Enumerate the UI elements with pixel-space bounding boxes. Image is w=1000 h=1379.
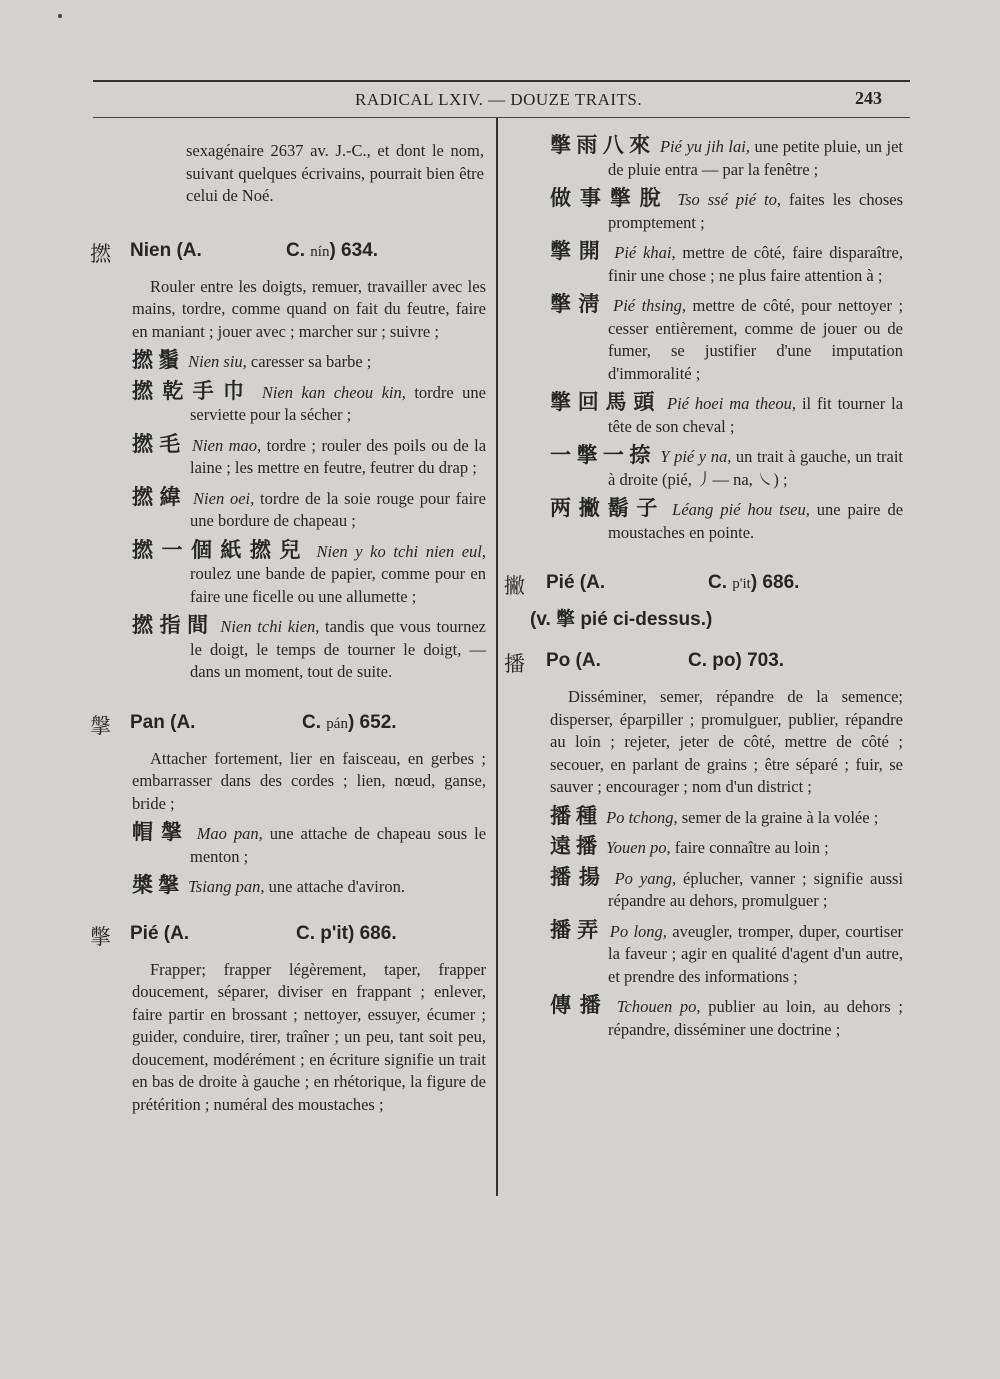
example-item <box>550 444 903 491</box>
example-translation: il fit tourner la tête de son cheval ; <box>608 394 904 436</box>
entry-code: C. pán) 652. <box>302 711 397 733</box>
entry-character: 撚 <box>90 241 111 266</box>
example-characters: 撆雨八來 <box>550 133 656 157</box>
example-item <box>550 919 903 989</box>
entry-code: C. p'it) 686. <box>296 922 397 944</box>
example-item <box>550 391 903 438</box>
entry-character: 播 <box>504 652 525 676</box>
example-translation: un trait à gauche, un trait à droite (pié, 丿— na, ㇏) ; <box>608 447 904 489</box>
entry-head-po <box>504 648 905 676</box>
entry-word: Po (A. <box>546 650 601 671</box>
example-romanization: Tso ssé pié to, <box>677 190 781 209</box>
example-romanization: Nien y ko tchi nien eul, <box>316 541 486 561</box>
example-list-nien <box>96 349 488 684</box>
example-romanization: Léang pié hou tseu, <box>672 500 810 519</box>
example-characters: 撚鬚 <box>132 348 184 372</box>
example-item <box>132 874 486 899</box>
example-romanization: Nien mao, <box>192 435 262 455</box>
example-romanization: Mao pan, <box>196 824 263 843</box>
example-item <box>132 433 486 480</box>
example-item <box>132 539 486 609</box>
continuation-text: sexagénaire 2637 av. J.-C., et dont le nom, suivant quelques écrivains, pourrait bien être celui de Noé. <box>186 141 484 205</box>
see-also <box>510 602 905 630</box>
example-item <box>550 835 903 860</box>
example-item <box>132 380 486 427</box>
example-translation: une petite pluie, un jet de pluie entra — par la fenêtre ; <box>608 137 904 179</box>
running-title: RADICAL LXIV. — DOUZE TRAITS. <box>355 90 643 109</box>
example-romanization: Pié thsing, <box>613 296 687 315</box>
example-item <box>550 866 903 913</box>
example-item <box>550 187 903 234</box>
example-item <box>550 240 903 287</box>
page-speck <box>58 14 62 18</box>
example-translation: caresser sa barbe ; <box>246 352 372 371</box>
example-characters: 傳播 <box>550 993 610 1017</box>
example-item <box>132 614 486 684</box>
example-characters: 撚毛 <box>132 431 187 456</box>
example-characters: 撚一個紙撚兒 <box>132 537 309 562</box>
example-characters: 播弄 <box>550 917 605 942</box>
example-translation: mettre de côté, faire disparaître, finir une chose ; ne plus faire attention à ; <box>608 243 903 285</box>
example-list-pan <box>96 821 488 899</box>
example-romanization: Po tchong, <box>606 807 678 827</box>
entry-code: C. p'it) 686. <box>708 572 800 593</box>
example-item <box>132 349 486 374</box>
entry-code: C. nín) 634. <box>286 239 379 261</box>
entry-character: 撇 <box>504 574 525 598</box>
example-romanization: Po yang, <box>614 868 677 888</box>
example-translation: faites les choses promptement ; <box>608 190 903 232</box>
example-characters: 撆開 <box>550 239 608 263</box>
example-characters: 撚指間 <box>132 613 215 637</box>
example-translation: tordre une serviette pour la sécher ; <box>190 382 486 424</box>
entry-character: 搫 <box>90 713 111 738</box>
example-translation: une paire de moustaches en pointe. <box>608 500 904 542</box>
example-characters: 撆回馬頭 <box>550 390 662 414</box>
example-romanization: Po long, <box>609 921 667 941</box>
example-translation: aveugler, tromper, duper, courtiser la faveur ; agir en qualité d'agent d'un autre, et prendre des informations ; <box>608 921 904 986</box>
example-item <box>550 134 903 181</box>
example-romanization: Nien oei, <box>193 488 255 508</box>
example-translation: tandis que vous tournez le doigt, le temps de tourner le doigt, — dans un moment, tout de suite. <box>190 617 486 681</box>
top-rule <box>93 80 910 82</box>
entry-definition: Frapper; frapper légèrement, taper, frapper doucement, séparer, diviser en frappant ; enlever, faire partir en brossant ; nettoyer, essuyer, écumer ; guider, conduire, tirer, traîner ; un peu, tant soit peu, doucement, modérément ; en écriture signifie un trait en bas de droite à gauche ; en rhétorique, la figure de prétérition ; numéral des moustaches ; <box>132 959 486 1114</box>
example-romanization: Tsiang pan, <box>188 877 265 896</box>
example-translation: roulez une bande de papier, comme pour en faire une ficelle ou une allumette ; <box>190 564 486 606</box>
example-romanization: Nien tchi kien, <box>220 617 320 636</box>
entry-head-pan <box>90 710 488 738</box>
example-characters: 帽搫 <box>132 820 190 844</box>
example-translation: mettre de côté, pour nettoyer ; cesser entièrement, comme de jouer ou de fumer, se justifier d'une imputation d'immoralité ; <box>608 296 904 383</box>
example-list-pie <box>510 134 905 544</box>
example-romanization: Youen po, <box>606 838 671 857</box>
example-translation: tordre ; rouler des poils ou de la laine ; les mettre en feutre, feutrer du drap ; <box>190 435 487 477</box>
entry-head-pie <box>90 921 488 949</box>
example-romanization: Nien siu, <box>188 352 247 371</box>
entry-word: Pié (A. <box>546 572 606 593</box>
entry-character: 撆 <box>90 924 111 949</box>
example-romanization: Pié yu jih lai, <box>659 137 750 156</box>
entry-code: C. po) 703. <box>688 650 785 671</box>
example-romanization: Nien kan cheou kin, <box>261 382 406 402</box>
entry-head-pie-2 <box>504 570 905 598</box>
example-characters: 播揚 <box>550 864 608 889</box>
example-romanization: Pié khai, <box>614 243 676 262</box>
example-characters: 撚乾手巾 <box>132 378 254 403</box>
entry-definition: Disséminer, semer, répandre de la semence; disperser, éparpiller ; promulguer, publier, répandre au loin ; rejeter, jeter de côté, mettre de côté ; secouer, en parlant de grains ; être séparé ; fuir, se sauver ; encourager ; nom d'un district ; <box>550 687 903 796</box>
entry-definition: Attacher fortement, lier en faisceau, en gerbes ; embarrasser dans des cordes ; lien, nœud, ganse, bride ; <box>132 748 486 813</box>
entry-word: Nien (A. <box>130 239 202 261</box>
page-number: 243 <box>855 88 882 108</box>
example-translation: tordre de la soie rouge pour faire une bordure de chapeau ; <box>190 488 487 530</box>
example-romanization: Y pié y na, <box>660 447 732 466</box>
header-rule <box>93 117 910 118</box>
example-translation: faire connaître au loin ; <box>670 838 829 857</box>
example-characters: 两撇鬍子 <box>550 496 666 520</box>
example-item <box>550 293 903 385</box>
example-item <box>550 805 903 830</box>
example-characters: 槳搫 <box>132 873 184 897</box>
example-characters: 撆淸 <box>550 292 607 316</box>
column-divider <box>496 118 498 1196</box>
example-characters: 撚緯 <box>132 484 188 509</box>
entry-head-nien <box>90 238 488 266</box>
example-romanization: Pié hoei ma theou, <box>667 394 797 413</box>
example-item <box>550 497 903 544</box>
right-column <box>504 133 905 1047</box>
example-romanization: Tchouen po, <box>616 997 701 1016</box>
left-column <box>90 140 488 1122</box>
example-characters: 遠播 <box>550 834 602 858</box>
entry-definition: Rouler entre les doigts, remuer, travailler avec les mains, tordre, comme quand on fait du feutre, faire en maniant ; jouer avec ; marcher sur ; suivre ; <box>132 276 486 341</box>
example-translation: publier au loin, au dehors ; répandre, disséminer une doctrine ; <box>608 997 904 1039</box>
example-characters: 播種 <box>550 803 602 828</box>
example-item <box>550 994 903 1041</box>
example-translation: semer de la graine à la volée ; <box>677 807 879 827</box>
entry-word: Pan (A. <box>130 711 196 733</box>
example-characters: 做事撆脫 <box>550 186 670 210</box>
see-also-text: (v. 撆 pié ci-dessus.) <box>530 609 713 630</box>
example-translation: éplucher, vanner ; signifie aussi répandre au dehors, promulguer ; <box>608 868 904 910</box>
example-item <box>132 486 486 533</box>
example-list-po <box>510 805 905 1042</box>
example-translation: une attache d'aviron. <box>264 877 405 896</box>
example-item <box>132 821 486 868</box>
example-translation: une attache de chapeau sous le menton ; <box>190 824 487 866</box>
example-characters: 一撆一捺 <box>550 443 656 467</box>
entry-word: Pié (A. <box>130 922 190 944</box>
